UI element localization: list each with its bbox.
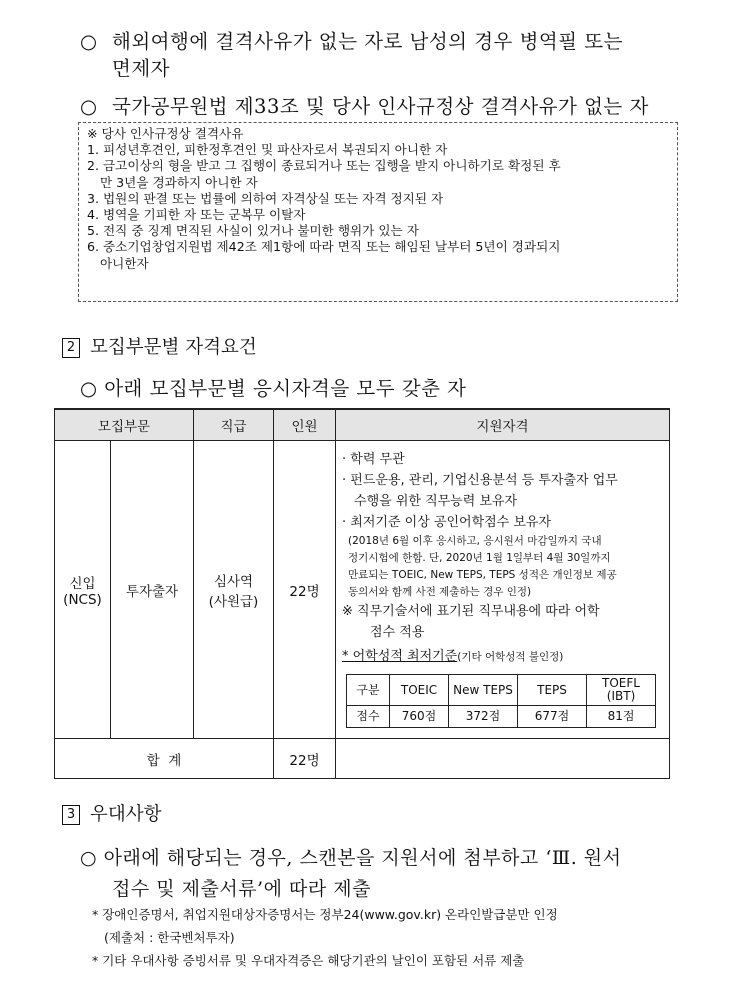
section-number-box: 2: [62, 338, 80, 358]
score-value: 760점: [390, 706, 449, 728]
section-3-bullet-cont: 접수 및 제출서류’에 따라 제출: [112, 878, 371, 900]
rank-sub: (사원급): [208, 593, 259, 610]
qual-ref-note: ※ 직무기술서에 표기된 직무내용에 따라 어학: [342, 604, 600, 619]
total-label: 합 계: [55, 739, 274, 779]
header-qualification: 지원자격: [336, 409, 670, 441]
category-sub: (NCS): [63, 591, 102, 608]
header-rank: 직급: [194, 409, 274, 441]
score-header: TEPS: [518, 675, 587, 706]
qual-small-note: 만료되는 TOEIC, New TEPS, TEPS 성적은 개인정보 제공: [348, 569, 617, 581]
section-2-heading: [62, 333, 257, 359]
cell-rank: [194, 441, 274, 739]
score-table: [346, 674, 656, 728]
note-item: 4. 병역을 기피한 자 또는 군복무 이탈자: [87, 207, 306, 223]
header-count: 인원: [274, 409, 336, 441]
bullet-overseas-cont: 면제자: [112, 57, 171, 80]
score-value: 677점: [518, 706, 587, 728]
note-title: ※ 당사 인사규정상 결격사유: [87, 126, 244, 141]
note-item: 아니한자: [100, 255, 149, 271]
bullet-overseas: [80, 26, 623, 54]
qual-item: 수행을 위한 직무능력 보유자: [354, 494, 518, 509]
min-score-title: [342, 646, 663, 668]
cell-field: 투자출자: [111, 441, 194, 739]
qual-small-note: 동의서와 함께 사전 제출하는 경우 인정): [348, 586, 532, 598]
qual-small-note: 정기시험에 한함. 단, 2020년 1월 1일부터 4월 30일까지: [348, 552, 611, 564]
section-title: 모집부문별 자격요건: [90, 337, 257, 358]
note-item: 3. 법원의 판결 또는 법률에 의하여 자격상실 또는 자격 정지된 자: [87, 190, 444, 206]
note-item: 5. 전직 중 징계 면직된 사실이 있거나 불미한 행위가 있는 자: [87, 223, 419, 239]
cell-category: [55, 441, 111, 739]
score-value: 81점: [587, 706, 656, 728]
header-category: 모집부문: [55, 409, 194, 441]
preference-note: * 장애인증명서, 취업지원대상자증명서는 정부24(www.gov.kr) 온라인발급분만 인정: [92, 907, 558, 922]
section-2-bullet: ○ 아래 모집부문별 응시자격을 모두 갖춘 자: [80, 377, 467, 400]
qual-small-note: (2018년 6월 이후 응시하고, 응시원서 마감일까지 국내: [348, 535, 602, 547]
min-score-subtitle: (기타 어학성적 불인정): [457, 651, 564, 663]
disqualification-note-box: [78, 122, 678, 302]
score-header: New TEPS: [449, 675, 518, 706]
cell-count: 22명: [274, 441, 336, 739]
bullet-public-law: [80, 91, 649, 119]
bullet-marker: ○: [80, 30, 98, 53]
score-header: TOEFL (IBT): [587, 675, 656, 706]
qual-item: · 학력 무관: [342, 452, 405, 467]
min-score-title-text: * 어학성적 최저기준: [342, 649, 458, 664]
cell-qualifications: [336, 441, 670, 739]
score-value: 점수: [347, 706, 390, 728]
bullet-marker: ○: [80, 95, 98, 118]
preference-note: * 기타 우대사항 증빙서류 및 우대자격증은 해당기관의 날인이 포함된 서류 제출: [92, 953, 525, 968]
total-count: 22명: [274, 739, 336, 779]
recruitment-table: [54, 408, 670, 779]
section-3-heading: [62, 800, 161, 826]
score-header: 구분: [347, 675, 390, 706]
score-header: TOEIC: [390, 675, 449, 706]
bullet-text: 해외여행에 결격사유가 없는 자로 남성의 경우 병역필 또는: [112, 30, 623, 53]
section-number-box: 3: [62, 805, 80, 825]
note-item: 6. 중소기업창업지원법 제42조 제1항에 따라 면직 또는 해임된 날부터 5년이 경과되지: [87, 239, 561, 255]
section-title: 우대사항: [90, 804, 162, 825]
section-3-bullet: ○ 아래에 해당되는 경우, 스캔본을 지원서에 첨부하고 ‘Ⅲ. 원서: [80, 847, 622, 869]
note-item: 만 3년을 경과하지 아니한 자: [100, 174, 258, 190]
bullet-text: 국가공무원법 제33조 및 당사 인사규정상 결격사유가 없는 자: [112, 95, 649, 118]
rank-text: 심사역: [213, 573, 254, 590]
qual-item: · 최저기준 이상 공인어학점수 보유자: [342, 515, 552, 530]
score-value: 372점: [449, 706, 518, 728]
total-empty: [336, 739, 670, 779]
qual-item: · 펀드운용, 관리, 기업신용분석 등 투자출자 업무: [342, 473, 618, 488]
note-item: 2. 금고이상의 형을 받고 그 집행이 종료되거나 또는 집행을 받지 아니하기로 확정된 후: [87, 158, 561, 174]
qual-ref-note: 점수 적용: [370, 625, 425, 640]
preference-note: (제출처 : 한국벤처투자): [104, 930, 235, 945]
note-item: 1. 피성년후견인, 피한정후견인 및 파산자로서 복권되지 아니한 자: [87, 142, 448, 158]
category-text: 신입: [69, 575, 96, 592]
